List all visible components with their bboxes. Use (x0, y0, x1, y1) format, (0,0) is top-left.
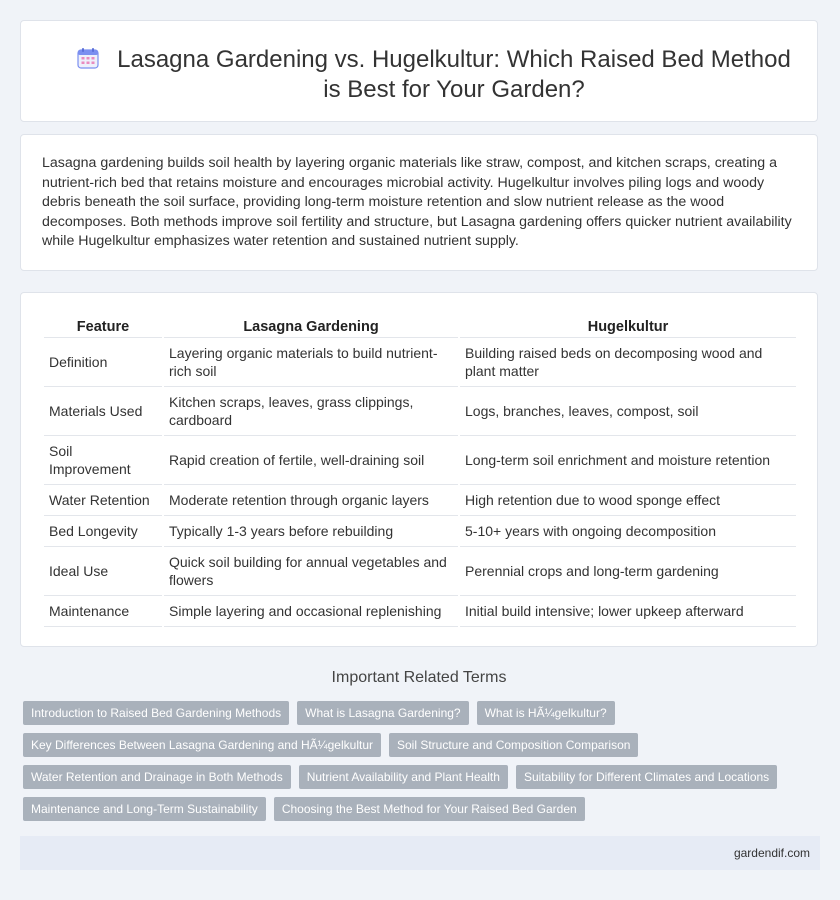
related-tag[interactable]: Water Retention and Drainage in Both Methods (23, 765, 291, 789)
footer (20, 836, 820, 870)
related-tag[interactable]: Choosing the Best Method for Your Raised Bed Garden (274, 797, 585, 821)
related-terms-tags (23, 701, 813, 829)
hugelkultur-cell: Perennial crops and long-term gardening (460, 547, 796, 596)
related-tag[interactable]: Introduction to Raised Bed Gardening Methods (23, 701, 289, 725)
comparison-table (42, 315, 798, 627)
lasagna-cell: Quick soil building for annual vegetables and flowers (164, 547, 458, 596)
lasagna-cell: Typically 1-3 years before rebuilding (164, 516, 458, 547)
header-hugelkultur: Hugelkultur (460, 315, 796, 338)
related-tag[interactable]: Soil Structure and Composition Comparison (389, 733, 638, 757)
site-domain[interactable]: gardendif.com (733, 846, 810, 860)
related-tag[interactable]: Maintenance and Long-Term Sustainability (23, 797, 266, 821)
feature-cell: Bed Longevity (44, 516, 162, 547)
page-title: Lasagna Gardening vs. Hugelkultur: Which Raised Bed Method is Best for Your Garden? (117, 46, 791, 103)
lasagna-cell: Layering organic materials to build nutrient-rich soil (164, 338, 458, 387)
table-row (44, 436, 796, 485)
tag-row (23, 797, 813, 821)
title-card (20, 20, 818, 122)
feature-cell: Materials Used (44, 387, 162, 436)
lasagna-cell: Rapid creation of fertile, well-draining soil (164, 436, 458, 485)
lasagna-cell: Kitchen scraps, leaves, grass clippings, cardboard (164, 387, 458, 436)
hugelkultur-cell: Long-term soil enrichment and moisture retention (460, 436, 796, 485)
tag-row (23, 765, 813, 789)
hugelkultur-cell: Initial build intensive; lower upkeep afterward (460, 596, 796, 627)
header-feature: Feature (44, 315, 162, 338)
lasagna-cell: Moderate retention through organic layers (164, 485, 458, 516)
hugelkultur-cell: Building raised beds on decomposing wood and plant matter (460, 338, 796, 387)
feature-cell: Soil Improvement (44, 436, 162, 485)
lasagna-cell: Simple layering and occasional replenishing (164, 596, 458, 627)
table-row (44, 516, 796, 547)
hugelkultur-cell: Logs, branches, leaves, compost, soil (460, 387, 796, 436)
feature-cell: Ideal Use (44, 547, 162, 596)
table-row (44, 338, 796, 387)
hugelkultur-cell: High retention due to wood sponge effect (460, 485, 796, 516)
calendar-icon (77, 47, 99, 69)
tag-row (23, 701, 813, 725)
intro-paragraph: Lasagna gardening builds soil health by layering organic materials like straw, compost, and kitchen scraps, creating a nutrient-rich bed that retains moisture and encourages microbial activity. Hugelkultur involves piling logs and woody debris beneath the soil surface, providing long-term moisture retention and slow nutrient release as the wood decomposes. Both methods improve soil fertility and structure, but Lasagna gardening offers quicker nutrient availability while Hugelkultur emphasizes water retention and sustained nutrient supply. (42, 155, 792, 250)
table-row (44, 387, 796, 436)
feature-cell: Water Retention (44, 485, 162, 516)
table-row (44, 547, 796, 596)
related-tag[interactable]: What is Lasagna Gardening? (297, 701, 468, 725)
intro-card (20, 134, 818, 271)
header-lasagna: Lasagna Gardening (164, 315, 458, 338)
hugelkultur-cell: 5-10+ years with ongoing decomposition (460, 516, 796, 547)
related-tag[interactable]: Suitability for Different Climates and Locations (516, 765, 777, 789)
feature-cell: Definition (44, 338, 162, 387)
tag-row (23, 733, 813, 757)
related-tag[interactable]: Key Differences Between Lasagna Gardening and HÃ¼gelkultur (23, 733, 381, 757)
related-tag[interactable]: Nutrient Availability and Plant Health (299, 765, 508, 789)
table-header-row (44, 315, 796, 338)
table-row (44, 596, 796, 627)
feature-cell: Maintenance (44, 596, 162, 627)
table-row (44, 485, 796, 516)
related-terms-title: Important Related Terms (331, 669, 507, 686)
comparison-card (20, 292, 818, 647)
related-tag[interactable]: What is HÃ¼gelkultur? (477, 701, 615, 725)
